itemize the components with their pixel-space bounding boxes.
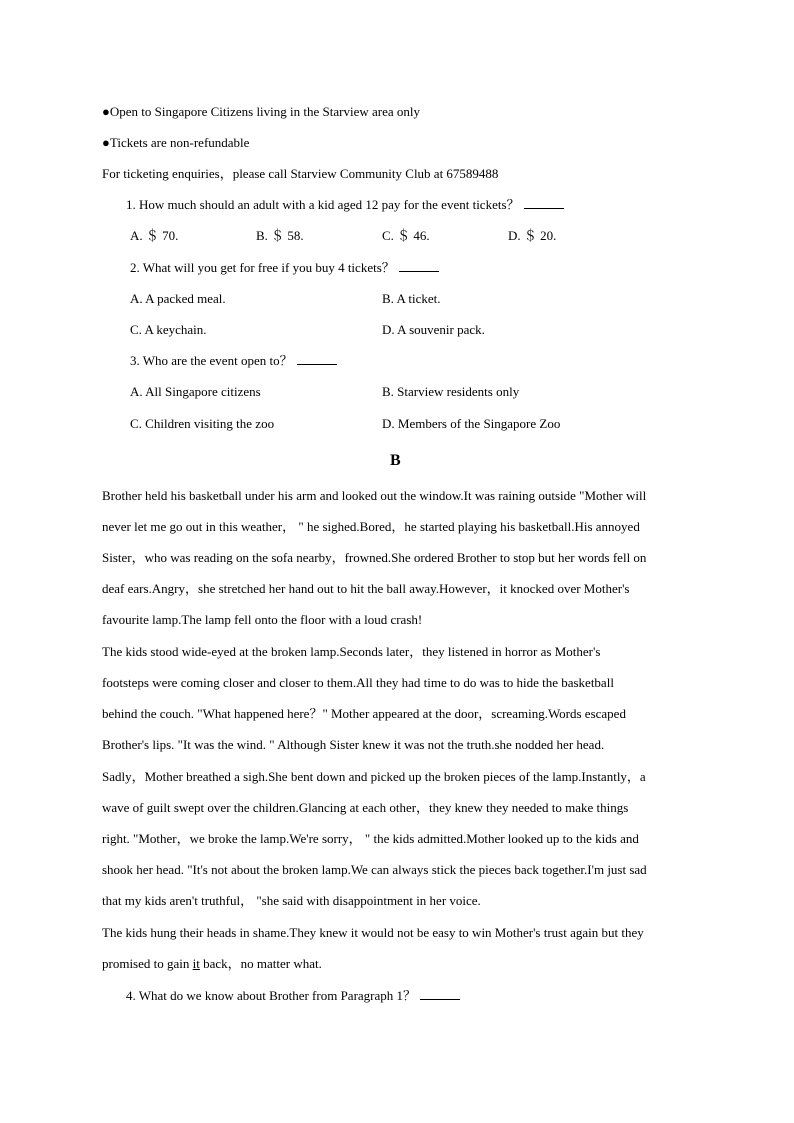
notice-bullet-refund: ●Tickets are non-refundable xyxy=(102,135,250,150)
question-4 xyxy=(126,988,460,1004)
passage-text: back，no matter what. xyxy=(199,956,322,972)
passage-paragraph-4 xyxy=(102,925,696,987)
q3-option-d: D. Members of the Singapore Zoo xyxy=(382,416,561,431)
passage-line: right. "Mother，we broke the lamp.We're sorry， " the kids admitted.Mother looked up to the kids and xyxy=(102,831,639,847)
q1-option-a: A. ＄ 70. xyxy=(130,228,179,243)
q2-option-c: C. A keychain. xyxy=(130,322,207,337)
answer-blank-1[interactable] xyxy=(524,197,564,209)
answer-blank-3[interactable] xyxy=(297,353,337,365)
q3-option-a: A. All Singapore citizens xyxy=(130,384,261,399)
passage-line: footsteps were coming closer and closer to them.All they had time to do was to hide the basketball xyxy=(102,675,614,691)
q2-option-a: A. A packed meal. xyxy=(130,291,226,306)
q1-option-d: D. ＄ 20. xyxy=(508,228,557,243)
passage-line: deaf ears.Angry，she stretched her hand out to hit the ball away.However，it knocked over Mother's xyxy=(102,581,630,597)
question-3-stem: 3. Who are the event open to？ xyxy=(130,353,293,368)
passage-line: favourite lamp.The lamp fell onto the floor with a loud crash! xyxy=(102,612,423,628)
passage-line: shook her head. "It's not about the broken lamp.We can always stick the pieces back together.I'm just sad xyxy=(102,862,647,878)
question-4-stem: 4. What do we know about Brother from Paragraph 1？ xyxy=(126,988,417,1003)
passage-line: behind the couch. "What happened here？" Mother appeared at the door，screaming.Words escaped xyxy=(102,706,626,722)
passage-paragraph-1 xyxy=(102,488,696,643)
question-2-stem: 2. What will you get for free if you buy 4 tickets？ xyxy=(130,260,395,275)
passage-line: The kids hung their heads in shame.They knew it would not be easy to win Mother's trust again but they xyxy=(102,925,644,940)
passage-line: that my kids aren't truthful， "she said with disappointment in her voice. xyxy=(102,893,481,909)
q1-option-c: C. ＄ 46. xyxy=(382,228,430,243)
passage-paragraph-2 xyxy=(102,644,696,768)
notice-enquiry: For ticketing enquiries，please call Starview Community Club at 67589488 xyxy=(102,166,499,181)
question-1 xyxy=(126,197,564,213)
notice-bullet-citizens: ●Open to Singapore Citizens living in the Starview area only xyxy=(102,104,420,119)
question-2 xyxy=(130,260,439,276)
section-b-heading: B xyxy=(390,452,401,469)
question-3 xyxy=(130,353,337,369)
passage-line: Sadly，Mother breathed a sigh.She bent down and picked up the broken pieces of the lamp.Instantly，a xyxy=(102,769,646,784)
passage-line: wave of guilt swept over the children.Glancing at each other，they knew they needed to make things xyxy=(102,800,629,816)
passage-line: Sister，who was reading on the sofa nearby，frowned.She ordered Brother to stop but her words fell on xyxy=(102,550,647,566)
passage-line: never let me go out in this weather， " he sighed.Bored，he started playing his basketball.His annoyed xyxy=(102,519,640,535)
passage-line: Brother's lips. "It was the wind. " Although Sister knew it was not the truth.she nodded her head. xyxy=(102,737,605,753)
answer-blank-4[interactable] xyxy=(420,988,460,1000)
q1-option-b: B. ＄ 58. xyxy=(256,228,304,243)
passage-paragraph-3 xyxy=(102,769,696,924)
q3-option-b: B. Starview residents only xyxy=(382,384,520,399)
answer-blank-2[interactable] xyxy=(399,260,439,272)
question-1-stem: 1. How much should an adult with a kid aged 12 pay for the event tickets？ xyxy=(126,197,520,212)
q2-option-d: D. A souvenir pack. xyxy=(382,322,485,337)
passage-line: Brother held his basketball under his arm and looked out the window.It was raining outside "Mother will xyxy=(102,488,647,503)
passage-line: The kids stood wide-eyed at the broken lamp.Seconds later，they listened in horror as Mother's xyxy=(102,644,601,659)
q3-option-c: C. Children visiting the zoo xyxy=(130,416,275,431)
passage-text: promised to gain xyxy=(102,956,193,972)
q2-option-b: B. A ticket. xyxy=(382,291,441,306)
underlined-word-it: it xyxy=(192,956,200,972)
passage-line xyxy=(102,956,696,987)
